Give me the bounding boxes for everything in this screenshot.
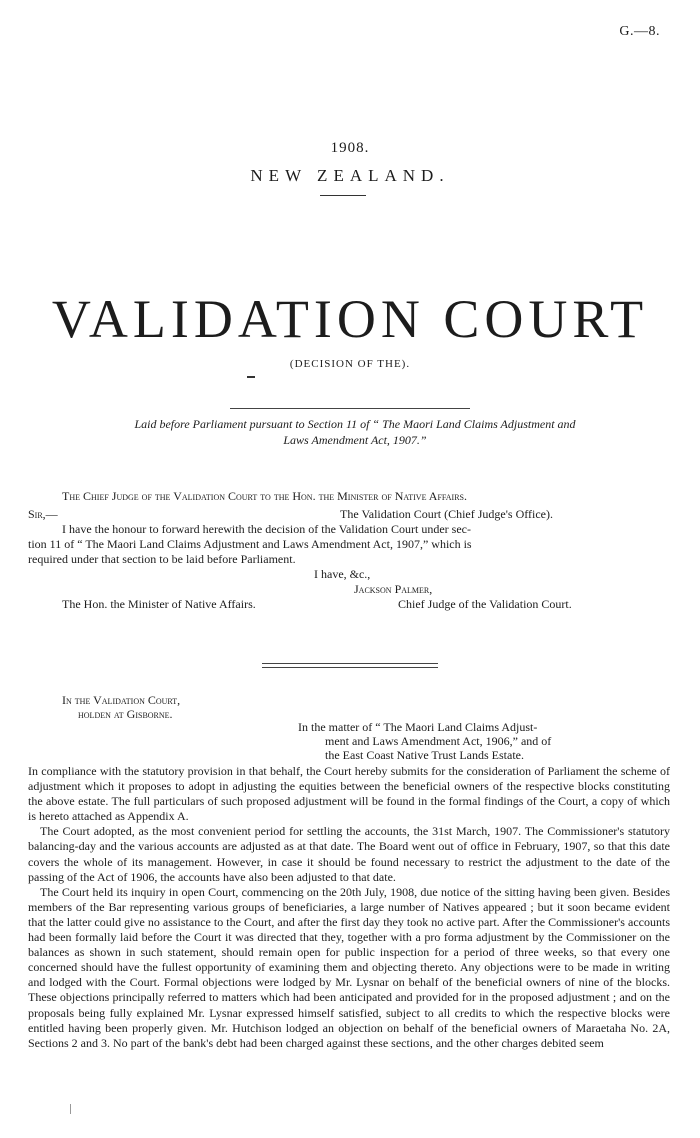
letter-signatory-title: Chief Judge of the Validation Court.: [398, 597, 572, 611]
letter-closing: I have, &c.,: [314, 567, 371, 581]
decision-paragraph-1: In compliance with the statutory provision in that behalf, the Court hereby submits for the consideration of Parliament the scheme of adjustment which it proposes to adopt in adjusting the equities between the beneficial owners of the respective blocks constituting the above estate. The full particulars of such proposed adjustment will be found in the formal findings of the Court, a copy of which is hereto attached as Appendix A.: [28, 764, 670, 824]
section-rule: [230, 408, 470, 409]
decision-body: [28, 764, 670, 1051]
letter-line-1: I have the honour to forward herewith the decision of the Validation Court under sec-: [62, 522, 471, 536]
document-subtitle: (DECISION OF THE).: [289, 358, 411, 370]
decision-paragraph-3: The Court held its inquiry in open Court, commencing on the 20th July, 1908, due notice of the sitting having been given. Besides members of the Bar representing various groups of beneficiaries, a large number of Natives appeared ; but it soon became evident that the latter could give no assistance to the Court, and after the first day they took no active part. After the Commissioner's accounts had been formally laid before the Court it was directed that they, together with a pro forma adjustment by the Commissioner on the balances as shown in such statement, should remain open for public inspection for a period of three weeks, so that every one concerned should have the fullest opportunity of examining them and objecting thereto. Any objections were to be made in writing and lodged with the Court. Formal objections were lodged by Mr. Lysnar on behalf of the beneficial owners of nine of the blocks. These objections principally referred to matters which had been anticipated and provided for in the proposed adjustment ; and on the proposals being fully explained Mr. Lysnar expressed himself satisfied, subject to all credits to which the respective blocks were entitled having been properly given. Mr. Hutchison lodged an objection on behalf of the beneficial owners of Maraetaha No. 2A, Sections 2 and 3. No part of the bank's debt had been charged against these sections, and the other charges debited seem: [28, 884, 670, 1050]
matter-line-3: the East Coast Native Trust Lands Estate.: [325, 748, 524, 762]
letter-signatory: Jackson Palmer,: [354, 582, 433, 596]
matter-line-2: ment and Laws Amendment Act, 1906,” and of: [325, 734, 552, 748]
separator-rule-second: [262, 667, 438, 668]
letter-line-3: required under that section to be laid before Parliament.: [28, 552, 296, 566]
laid-line-2: Laws Amendment Act, 1907.”: [283, 433, 427, 447]
letter-line-2: tion 11 of “ The Maori Land Claims Adjustment and Laws Amendment Act, 1907,” which is: [28, 537, 472, 551]
scan-mark: [70, 1104, 72, 1114]
laid-line-1: Laid before Parliament pursuant to Section 11 of “ The Maori Land Claims Adjustment and: [134, 417, 576, 431]
court-line-1: In the Validation Court,: [62, 693, 181, 707]
letter-heading: The Chief Judge of the Validation Court to the Hon. the Minister of Native Affairs.: [62, 489, 468, 503]
separator-rule: [262, 663, 438, 664]
dash-mark: [247, 376, 255, 378]
matter-line-1: In the matter of “ The Maori Land Claims Adjust-: [298, 720, 538, 734]
laid-before-parliament: [30, 416, 680, 448]
letter-office: The Validation Court (Chief Judge's Office).: [340, 507, 554, 521]
letter-salutation: Sir,—: [28, 507, 58, 521]
court-line-2: holden at Gisborne.: [78, 707, 173, 721]
document-reference: G.—8.: [619, 24, 660, 39]
document-country: NEW ZEALAND.: [250, 166, 450, 185]
document-title: VALIDATION COURT: [51, 289, 649, 349]
document-year: 1908.: [330, 140, 370, 156]
short-rule: [320, 195, 366, 196]
letter-addressee: The Hon. the Minister of Native Affairs.: [62, 597, 256, 611]
decision-paragraph-2: The Court adopted, as the most convenient period for settling the accounts, the 31st March, 1907. The Commissioner's statutory balancing-day and the various accounts are adjusted as at that date. The Board went out of office in February, 1907, so that this date covers the whole of its management. However, in case it should be found necessary to restrict the adjustment to the date of the passing of the Act of 1906, the accounts have also been adjusted to that date.: [28, 824, 670, 884]
